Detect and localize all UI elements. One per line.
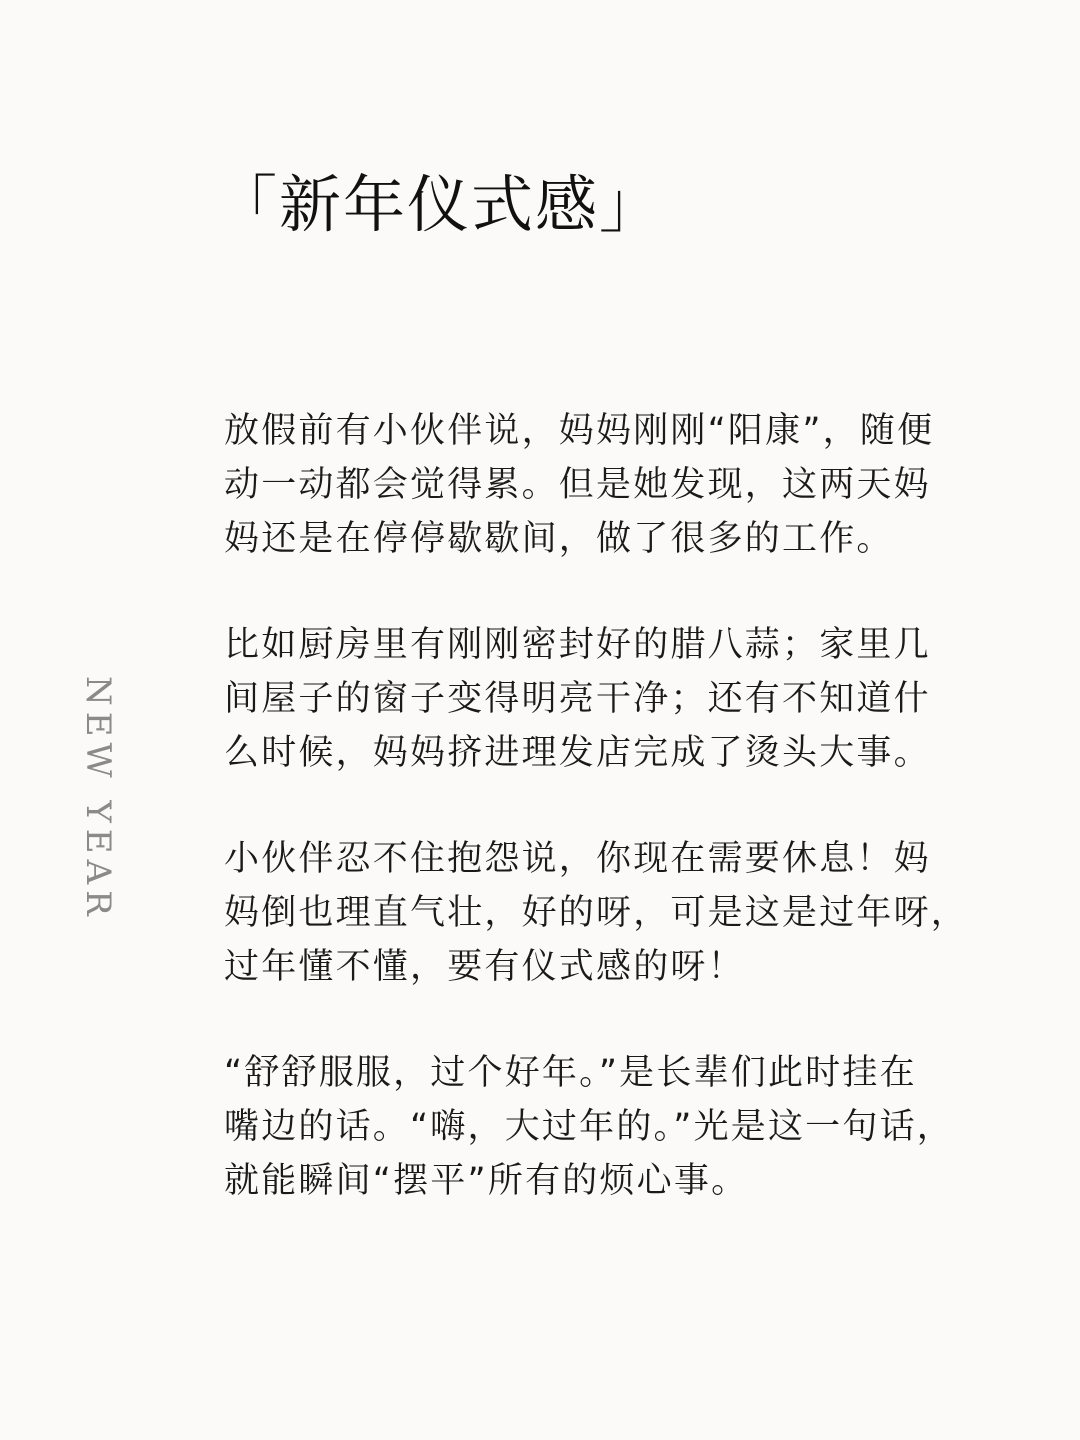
paragraph-line: 妈倒也理直气壮，好的呀，可是这是过年呀， <box>224 893 969 933</box>
paragraph-3 <box>224 832 969 994</box>
paragraph-line: 么时候，妈妈挤进理发店完成了烫头大事。 <box>224 733 931 773</box>
paragraph-line: 小伙伴忍不住抱怨说，你现在需要休息！妈 <box>224 839 931 879</box>
paragraph-line: “舒舒服服，过个好年。”是长辈们此时挂在 <box>224 1053 917 1093</box>
paragraph-line: 间屋子的窗子变得明亮干净；还有不知道什 <box>224 679 931 719</box>
paragraph-line: 过年懂不懂，要有仪式感的呀！ <box>224 947 745 987</box>
article-body <box>224 404 969 1260</box>
page-title: 「新年仪式感」 <box>215 168 664 241</box>
paragraph-line: 放假前有小伙伴说，妈妈刚刚“阳康”，随便 <box>224 411 935 451</box>
paragraph-line: 嘴边的话。“嗨，大过年的。”光是这一句话， <box>224 1107 954 1147</box>
paragraph-line: 动一动都会觉得累。但是她发现，这两天妈 <box>224 465 931 505</box>
side-label-new-year: NEW YEAR <box>78 676 118 922</box>
paragraph-line: 比如厨房里有刚刚密封好的腊八蒜；家里几 <box>224 625 931 665</box>
paragraph-1 <box>224 404 964 566</box>
paragraph-4 <box>224 1046 964 1208</box>
paragraph-2 <box>224 618 964 780</box>
paragraph-line: 就能瞬间“摆平”所有的烦心事。 <box>224 1161 749 1201</box>
paragraph-line: 妈还是在停停歇歇间，做了很多的工作。 <box>224 519 894 559</box>
